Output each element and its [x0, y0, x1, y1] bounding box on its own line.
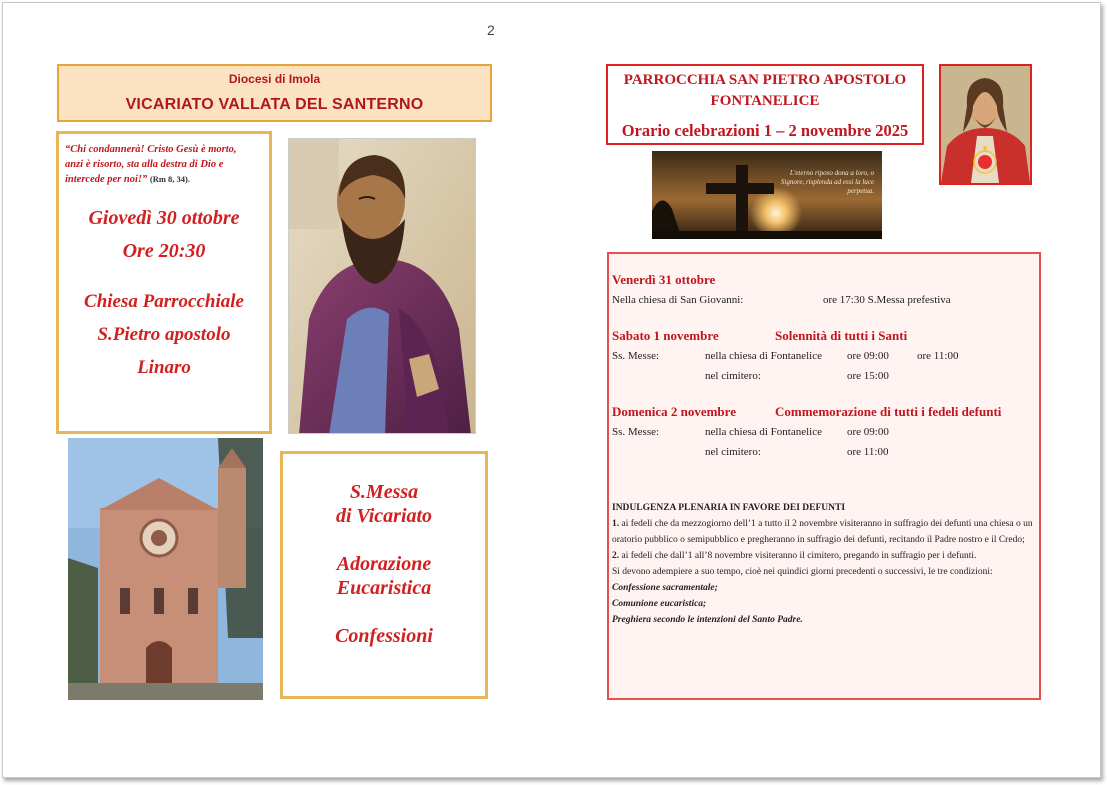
- schedule-box: [607, 252, 1041, 700]
- page-number: 2: [487, 22, 495, 38]
- condition-prayer: Preghiera secondo le intenzioni del Santo Padre.: [612, 615, 803, 625]
- saturday-place1: nella chiesa di Fontanelice: [705, 350, 822, 362]
- sunday-label: Ss. Messe:: [612, 426, 660, 438]
- sunday-time2: ore 11:00: [847, 446, 889, 458]
- scripture-quote: “Chi condannerà! Cristo Gesù è morto, anzi è risorto, sta alla destra di Dio e intercede per noi!” (Rm 8, 34).: [65, 144, 237, 185]
- saturday-heading: Sabato 1 novembre: [612, 328, 719, 343]
- saturday-label: Ss. Messe:: [612, 350, 660, 362]
- friday-heading: Venerdì 31 ottobre: [612, 272, 716, 287]
- program-line: S.Messa: [349, 481, 419, 503]
- condition-confession: Confessione sacramentale;: [612, 583, 718, 593]
- church-photo: [68, 438, 263, 700]
- indulgence-title: INDULGENZA PLENARIA IN FAVORE DEI DEFUNTI: [612, 503, 846, 513]
- saturday-place2: nel cimitero:: [705, 370, 761, 382]
- event-box: [56, 131, 272, 434]
- schedule-title: Orario celebrazioni 1 – 2 novembre 2025: [621, 121, 909, 140]
- event-date: Giovedì 30 ottobre: [88, 207, 240, 229]
- cross-sunset-image: [652, 151, 882, 239]
- sunday-heading: Domenica 2 novembre: [612, 404, 736, 419]
- parish-header: [606, 64, 924, 145]
- saturday-feast: Solennità di tutti i Santi: [775, 328, 908, 343]
- condition-communion: Comunione eucaristica;: [612, 599, 707, 609]
- program-line: Adorazione: [336, 553, 432, 575]
- diocese-name: Diocesi di Imola: [228, 72, 321, 86]
- parish-name: PARROCCHIA SAN PIETRO APOSTOLO FONTANELICE: [623, 72, 907, 109]
- indulgence-section: [612, 500, 1038, 628]
- sunday-place2: nel cimitero:: [705, 446, 761, 458]
- indulgence-point-2: 2. ai fedeli che dall’1 all’8 novembre visiteranno il cimitero, pregando in suffragio per i defunti.: [612, 551, 977, 561]
- cross-caption: L'eterno riposo dona a loro, o Signore, risplenda ad essi la luce perpetua.: [780, 169, 874, 195]
- event-time: Ore 20:30: [122, 240, 206, 262]
- program-line: di Vicariato: [335, 505, 433, 527]
- sunday-feast: Commemorazione di tutti i fedeli defunti: [775, 404, 1002, 419]
- program-line: Confessioni: [335, 625, 433, 647]
- program-box: [280, 451, 488, 699]
- saturday-time1b: ore 11:00: [917, 350, 959, 362]
- saturday-time2: ore 15:00: [847, 370, 889, 382]
- diocese-header: [57, 64, 492, 122]
- sunday-place1: nella chiesa di Fontanelice: [705, 426, 822, 438]
- event-place: Chiesa Parrocchiale S.Pietro apostolo Linaro: [84, 291, 244, 378]
- sunday-time1: ore 09:00: [847, 426, 889, 438]
- friday-time: ore 17:30 S.Messa prefestiva: [823, 294, 951, 306]
- friday-place: Nella chiesa di San Giovanni:: [612, 294, 744, 306]
- quote-reference: (Rm 8, 34).: [149, 174, 191, 184]
- saturday-time1a: ore 09:00: [847, 350, 889, 362]
- sacred-heart-image: [939, 64, 1032, 185]
- vicariate-name: VICARIATO VALLATA DEL SANTERNO: [125, 96, 424, 113]
- program-line: Eucaristica: [336, 577, 432, 599]
- saint-paul-icon-image: [288, 138, 476, 434]
- indulgence-conditions-intro: Si devono adempiere a suo tempo, cioè nei quindici giorni precedenti o successivi, le tre condizioni:: [612, 567, 993, 577]
- indulgence-point-1: 1. ai fedeli che da mezzogiorno dell’1 a tutto il 2 novembre visiteranno in suffragio dei defunti una chiesa o un oratorio pubblico o semipubblico e pregheranno in suffragio dei defunti, recitando il Padre nostro e il Credo;: [612, 519, 1033, 545]
